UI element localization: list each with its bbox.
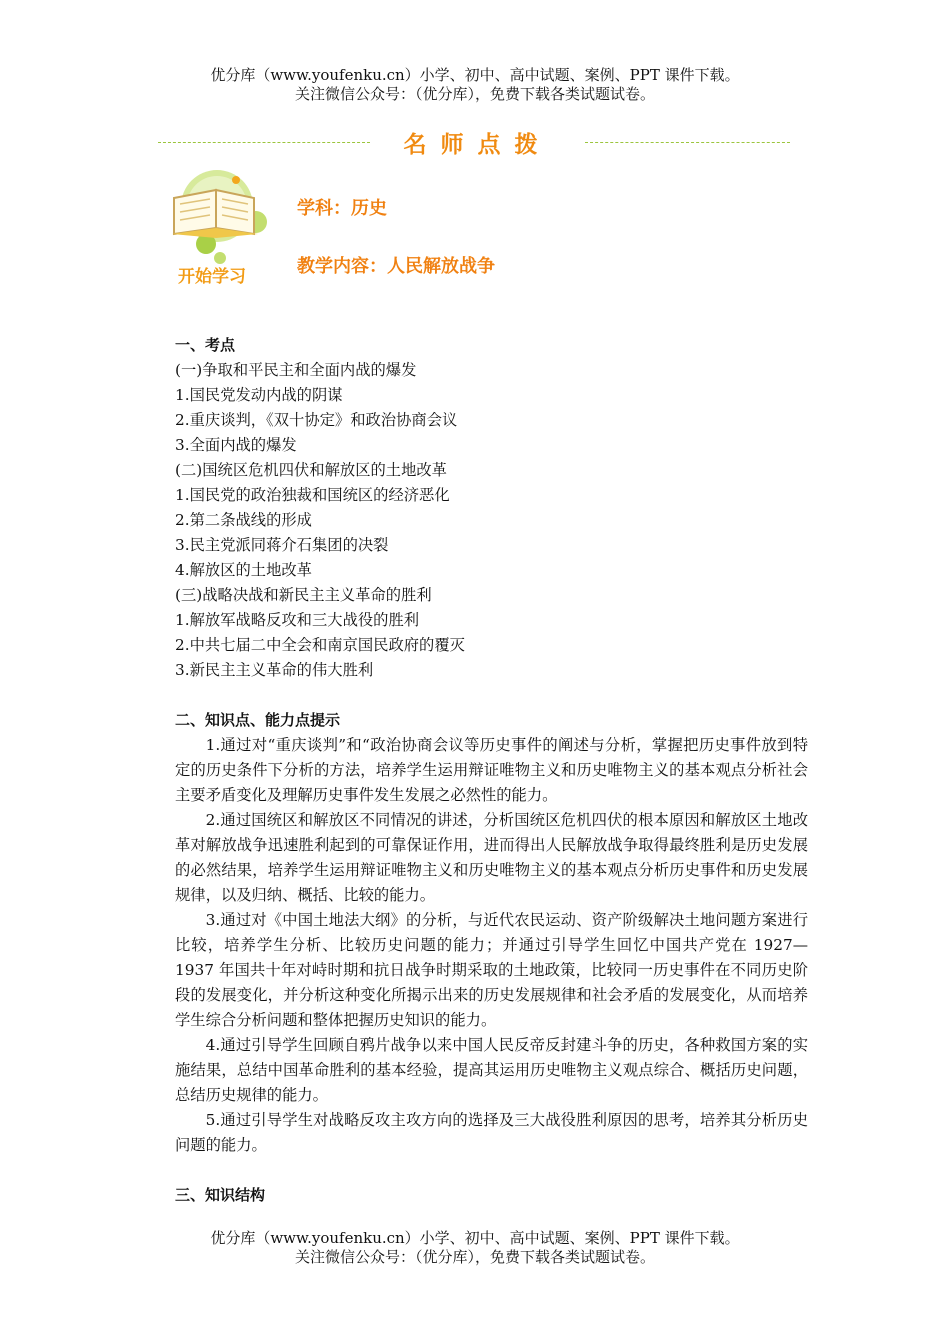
paragraph: 3.通过对《中国土地法大纲》的分析，与近代农民运动、资产阶级解决土地问题方案进行比较，培养学生分析、比较历史问题的能力；并通过引导学生回忆中国共产党在 1927—1937 年国共十年对峙时期和抗日战争时期采取的土地政策，比较同一历史事件在不同历史阶段的发展变化，并分析这种变化所揭示出来的历史发展规律和社会矛盾的发展变化，从而培养学生综合分析问题和整体把握历史知识的能力。 <box>175 911 808 1029</box>
paragraph: 2.通过国统区和解放区不同情况的讲述，分析国统区危机四伏的根本原因和解放区土地改革对解放战争迅速胜利起到的可靠保证作用，进而得出人民解放战争取得最终胜利是历史发展的必然结果，培养学生运用辩证唯物主义和历史唯物主义的基本观点分析历史事件和历史发展规律，以及归纳、概括、比较的能力。 <box>175 811 808 904</box>
list-item: 2.第二条战线的形成 <box>175 511 312 529</box>
banner-divider-left <box>158 142 370 143</box>
footer-line-1: 优分库（www.youfenku.cn）小学、初中、高中试题、案例、PPT 课件下载。 <box>210 1229 740 1247</box>
list-item: (三)战略决战和新民主主义革命的胜利 <box>175 586 432 604</box>
list-item: 3.新民主主义革命的伟大胜利 <box>175 661 374 679</box>
list-item: 1.国民党发动内战的阴谋 <box>175 386 343 404</box>
list-item: 4.解放区的土地改革 <box>175 561 312 579</box>
list-item: 3.全面内战的爆发 <box>175 436 297 454</box>
paragraph: 4.通过引导学生回顾自鸦片战争以来中国人民反帝反封建斗争的历史，各种救国方案的实施结果，总结中国革命胜利的基本经验，提高其运用历史唯物主义观点综合、概括历史问题，总结历史规律的能力。 <box>175 1036 808 1104</box>
list-item: 1.解放军战略反攻和三大战役的胜利 <box>175 611 420 629</box>
subject-label: 学科：历史 <box>297 198 387 219</box>
paragraph: 5.通过引导学生对战略反攻主攻方向的选择及三大战役胜利原因的思考，培养其分析历史问题的能力。 <box>175 1111 808 1154</box>
logo-caption: 开始学习 <box>178 267 246 287</box>
list-item: 2.中共七届二中全会和南京国民政府的覆灭 <box>175 636 465 654</box>
list-item: 1.国民党的政治独裁和国统区的经济恶化 <box>175 486 450 504</box>
list-item: (一)争取和平民主和全面内战的爆发 <box>175 361 417 379</box>
banner-title: 名师点拨 <box>403 132 552 158</box>
footer-line-2: 关注微信公众号：（优分库），免费下载各类试题试卷。 <box>294 1248 655 1266</box>
header-line-2: 关注微信公众号：（优分库），免费下载各类试题试卷。 <box>294 85 655 103</box>
section-heading-knowledge-structure: 三、知识结构 <box>175 1186 266 1204</box>
list-item: 3.民主党派同蒋介石集团的决裂 <box>175 536 389 554</box>
section-heading-knowledge-points: 二、知识点、能力点提示 <box>175 711 341 729</box>
list-item: (二)国统区危机四伏和解放区的土地改革 <box>175 461 447 479</box>
teaching-content-label: 教学内容：人民解放战争 <box>297 256 495 277</box>
section-heading-exam-points: 一、考点 <box>175 336 236 354</box>
paragraph: 1.通过对“重庆谈判”和“政治协商会议等历史事件的阐述与分析，掌握把历史事件放到特定的历史条件下分析的方法，培养学生运用辩证唯物主义和历史唯物主义的基本观点分析社会主要矛盾变化及理解历史事件发生发展之必然性的能力。 <box>175 736 808 804</box>
document-body <box>175 333 808 1208</box>
header-line-1: 优分库（www.youfenku.cn）小学、初中、高中试题、案例、PPT 课件下载。 <box>210 66 740 84</box>
list-item: 2.重庆谈判，《双十协定》和政治协商会议 <box>175 411 458 429</box>
banner-divider-right <box>585 142 790 143</box>
